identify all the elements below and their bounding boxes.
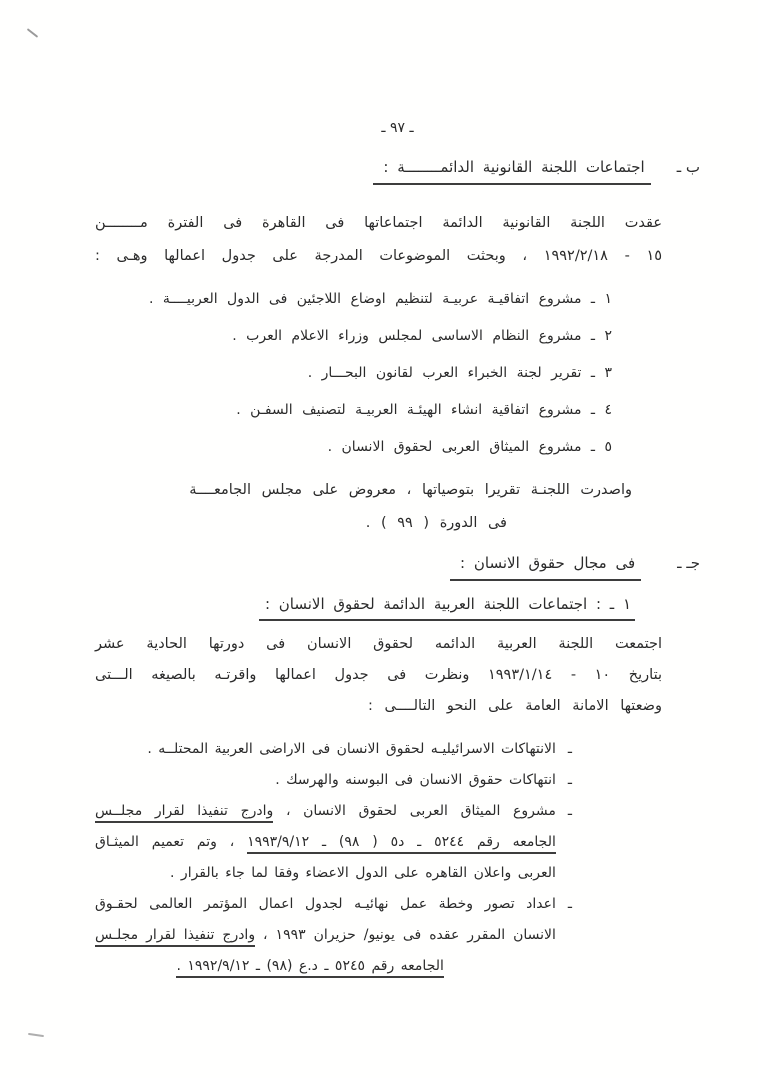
bullet-3-text: مشروع الميثاق العربى لحقوق الانسان ، وادرج تنفيذا لقرار مجلــس الجامعه رقم ٥٢٤٤ ـ د٥ ( ٩٨) ـ ١٩٩٣/٩/١٢ ، وتم تعميم الميثـاق العربى واعلان القاهره على الدول الاعضاء وفقا لما جاء بالقرار . <box>95 803 556 881</box>
subsection-1-title: ١ ـ : اجتماعات اللجنة العربية الدائمة لحقوق الانسان : <box>259 595 635 621</box>
section-c-heading <box>95 554 700 581</box>
bullet-list <box>95 734 572 982</box>
bullet-1-text: الانتهاكات الاسرائيليـه لحقوق الانسان فى الاراضى العربية المحتلــه . <box>147 741 556 757</box>
bullet-3 <box>95 796 572 889</box>
bullet-1 <box>95 734 572 765</box>
scan-artifact-top-left <box>27 28 38 38</box>
bullet-2-text: انتهاكات حقوق الانسان فى البوسنه والهرسك . <box>275 772 556 788</box>
scan-artifact-bottom-left <box>28 1033 44 1037</box>
bullet-4 <box>95 889 572 982</box>
section-c-intro: اجتمعت اللجنة العربية الدائمه لحقوق الانسان فى دورتها الحادية عشر بتاريخ ١٠ - ١٩٩٣/١/١٤ ونظرت فى جدول اعمالها واقرتـه بالصيغه الـــتى وضعتها الامانة العامة على النحو التالــــى : <box>95 636 662 714</box>
bullet-4-text: اعداد تصور وخطة عمل نهائيـه لجدول اعمال المؤتمر العالمى لحقـوق الانسان المقرر عقده فى يونيو/ حزيران ١٩٩٣ ، وادرج تنفيذا لقرار مجلـس الجامعه رقم ٥٢٤٥ ـ د.ع (٩٨) ـ ١٩٩٢/٩/١٢ . <box>95 889 556 982</box>
section-b-heading <box>95 158 700 185</box>
bullet-dash: ـ <box>567 896 572 912</box>
section-b-intro: عقدت اللجنة القانونية الدائمة اجتماعاتها فى القاهرة فى الفترة مــــــــن ١٥ - ١٩٩٢/٢/١٨ ، وبحثت الموضوعات المدرجة على جدول اعمالها وهـى : <box>95 215 663 264</box>
bullet-2 <box>95 765 572 796</box>
page-number: ـ ٩٧ ـ <box>381 120 414 136</box>
section-b-title: اجتماعات اللجنة القانونية الدائمــــــــة : <box>373 158 650 185</box>
subsection-1-heading <box>95 595 635 613</box>
bullet-dash: ـ <box>567 772 572 788</box>
section-c-marker: جـ ـ <box>677 554 700 572</box>
agenda-items: ١ ـ مشروع اتفاقيـة عربيـة لتنظيم اوضاع اللاجئين فى الدول العربيــــة . ٢ ـ مشروع النظام الاساسى لمجلس وزراء الاعلام العرب . ٣ ـ تقرير لجنة الخبراء العرب لقانون البحـــار . ٤ ـ مشروع اتفاقية انشاء الهيئـة العربيـة لتصنيف السفـن . ٥ ـ مشروع الميثاق العربى لحقوق الانسان . <box>149 291 612 455</box>
bullet-dash: ـ <box>567 803 572 819</box>
section-b-marker: ب ـ <box>676 158 700 176</box>
bullet-dash: ـ <box>567 741 572 757</box>
section-c-title: فى مجال حقوق الانسان : <box>450 554 641 581</box>
section-b-closing: واصدرت اللجنـة تقريرا بتوصياتها ، معروض على مجلس الجامعــــة فى الدورة ( ٩٩ ) . <box>189 482 632 531</box>
